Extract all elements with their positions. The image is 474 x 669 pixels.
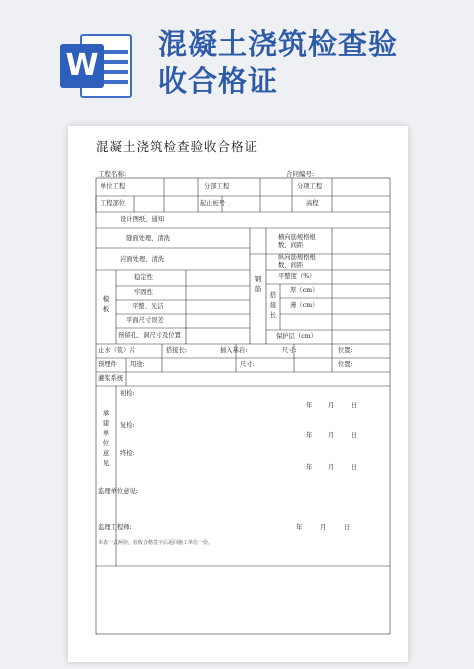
re-check-year: 年 [306, 432, 313, 439]
plane-error-label: 平面尺寸误差 [126, 317, 164, 324]
lap-length-field: 搭接长: [166, 347, 188, 354]
firmness-label: 牢固性 [134, 289, 153, 296]
footnote: 本表一式两份，验收合格签字后返回施工单位一份。 [98, 540, 214, 546]
elevation-label: 高程 [306, 200, 319, 207]
rebar-label: 钢筋 [254, 275, 262, 293]
banner [0, 0, 474, 118]
unit-project-label: 单位工程 [100, 183, 126, 190]
word-document-icon [60, 34, 138, 98]
document-title: 混凝土浇筑检查验收合格证 [96, 139, 259, 154]
supervisor-day: 日 [344, 524, 351, 531]
flatness-label: 平整度（%） [278, 273, 316, 280]
pile-range-label: 起止桩号 [200, 200, 226, 207]
cover-label: 保护层（cm） [276, 333, 317, 340]
re-check-label: 复检: [120, 422, 135, 429]
flat-smooth-label: 平整、光洁 [132, 303, 164, 310]
thin-label: 薄（cm） [290, 302, 319, 309]
embedded-holes-label: 预留孔、洞尺寸及位置 [118, 332, 181, 339]
usage-field: 用途: [130, 361, 145, 368]
banner-title: 混凝土浇筑检查验收合格证 [158, 27, 399, 98]
supervisor-month: 月 [320, 524, 327, 531]
word-badge: W [60, 44, 104, 88]
grout-system-label: 灌浆系统 [98, 375, 124, 382]
first-check-day: 日 [351, 402, 358, 409]
contractor-opinion-label: 承建单位意见 [102, 409, 110, 467]
rock-surface-label: 岩面处理、清洗 [120, 256, 165, 263]
formwork-label: 模板 [102, 295, 110, 313]
position-field: 位置: [338, 347, 353, 354]
first-check-label: 初检: [120, 390, 135, 397]
re-check-month: 月 [328, 432, 335, 439]
final-check-month: 月 [328, 464, 335, 471]
design-drawings-label: 设计图纸、通知 [120, 216, 165, 223]
supervisor-opinion-label: 监理单位意见: [98, 488, 138, 495]
first-check-year: 年 [306, 402, 313, 409]
waterstop-label: 止水（浆）片 [98, 347, 136, 354]
insert-depth-field: 插入基岩: [220, 347, 248, 354]
contract-no-label: 合同编号: [286, 170, 315, 178]
division-project-label: 分部工程 [204, 183, 230, 190]
embedded-parts-label: 预埋件 [98, 361, 117, 368]
item-project-label: 分项工程 [297, 183, 323, 190]
final-check-day: 日 [351, 464, 358, 471]
re-check-day: 日 [351, 432, 358, 439]
joint-treatment-label: 缝面处理、清洗 [126, 235, 171, 242]
final-check-year: 年 [306, 464, 313, 471]
size2-field: 尺寸: [240, 361, 255, 368]
size-field: 尺寸: [282, 347, 297, 354]
thick-label: 厚（cm） [290, 287, 319, 294]
project-name-label: 工程名称: [98, 170, 127, 178]
supervisor-engineer-label: 监理工程师: [98, 524, 132, 531]
transverse-spec-label: 横向筋规格根数、间距 [278, 234, 316, 249]
document-page [68, 126, 408, 662]
final-check-label: 终检: [120, 450, 135, 457]
lap-length-vertical-label: 搭接长 [269, 291, 277, 319]
longitudinal-spec-label: 纵向筋规格根数、间距 [278, 254, 316, 269]
first-check-month: 月 [328, 402, 335, 409]
supervisor-year: 年 [296, 524, 303, 531]
section-label: 工程部位 [100, 200, 126, 207]
stability-label: 稳定性 [134, 274, 153, 281]
position2-field: 位置: [338, 361, 353, 368]
